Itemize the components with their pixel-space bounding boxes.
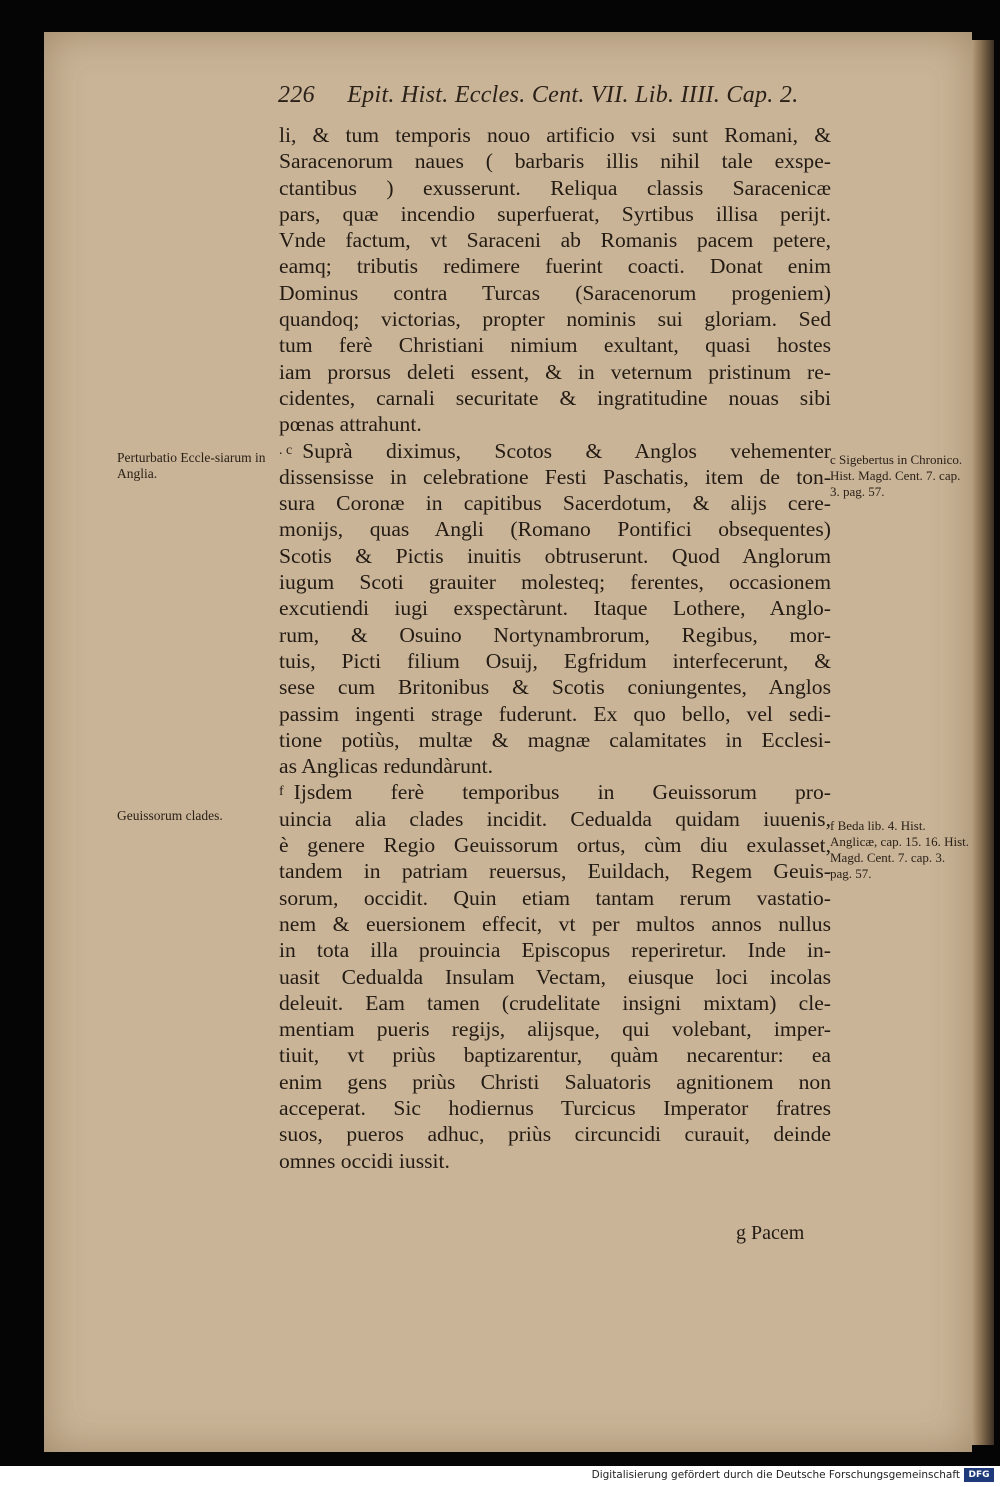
text-line: tuis, Picti filium Osuij, Egfridum interfecerunt, & <box>279 648 831 673</box>
text-line: Vnde factum, vt Saraceni ab Romanis pacem petere, <box>279 228 831 253</box>
text-line: mentiam pueris regijs, alijsque, qui volebant, imper- <box>279 1017 831 1042</box>
text-line: suos, pueros adhuc, priùs circuncidi curauit, deinde <box>279 1122 831 1147</box>
text-line: Scotis & Pictis inuitis obtruserunt. Quod Anglorum <box>279 543 831 568</box>
text-line: pœnas attrahunt. <box>279 412 422 437</box>
text-line: ctantibus ) exusserunt. Reliqua classis Saracenicæ <box>279 175 831 200</box>
catchword: g Pacem <box>736 1222 805 1244</box>
running-head-title: Epit. Hist. Eccles. Cent. VII. Lib. IIII. Cap. 2. <box>347 82 799 108</box>
text-line: tum ferè Christiani nimium exultant, quasi hostes <box>279 333 831 358</box>
text-line: li, & tum temporis nouo artificio vsi sunt Romani, & <box>279 123 831 147</box>
page-edge <box>972 40 994 1445</box>
text-line: enim gens priùs Christi Saluatoris agnitionem non <box>279 1069 831 1094</box>
text-line: tiuit, vt priùs baptizarentur, quàm necarentur: ea <box>279 1043 831 1068</box>
note-mark-f: f <box>279 784 284 800</box>
text-line: è genere Regio Geuissorum ortus, cùm diu exulasset, <box>279 833 831 858</box>
text-line: pars, quæ incendio superfuerat, Syrtibus illisa perijt. <box>279 201 831 226</box>
dfg-logo-icon: DFG <box>964 1468 994 1482</box>
text-line-with-mark <box>279 438 831 464</box>
text-line-with-mark <box>279 779 831 805</box>
text-line: quandoq; victorias, propter nominis sui gloriam. Sed <box>279 307 831 332</box>
text-line: Ijsdem ferè temporibus in Geuissorum pro- <box>293 780 831 805</box>
note-mark-c: . c <box>279 442 293 458</box>
text-line: dissensisse in celebratione Festi Paschatis, item de ton- <box>279 464 831 489</box>
page-number: 226 <box>278 82 315 108</box>
text-line: acceperat. Sic hodiernus Turcicus Imperator fratres <box>279 1095 831 1120</box>
text-line: nem & euersionem effecit, vt per multos annos nullus <box>279 911 831 936</box>
marginal-note-geuissorum-clades: Geuissorum clades. <box>117 808 223 823</box>
running-head <box>278 82 818 109</box>
text-line: sura Coronæ in capitibus Sacerdotum, & alijs cere- <box>279 491 831 516</box>
marginal-note-perturbatio: Perturbatio Eccle-siarum in Anglia. <box>117 450 266 481</box>
text-line: Dominus contra Turcas (Saracenorum progeniem) <box>279 280 831 305</box>
text-line: omnes occidi iussit. <box>279 1148 450 1173</box>
text-line: iugum Scoti grauiter molesteq; ferentes, occasionem <box>279 570 831 595</box>
text-line: rum, & Osuino Nortynambrorum, Regibus, mor- <box>279 622 831 647</box>
text-line: sorum, occidit. Quin etiam tantam rerum vastatio- <box>279 885 831 910</box>
marginal-note-f: f Beda lib. 4. Hist. Anglicæ, cap. 15. 16. Hist. Magd. Cent. 7. cap. 3. pag. 57. <box>830 818 970 881</box>
text-line: sese cum Britonibus & Scotis coniungentes, Anglos <box>279 675 831 700</box>
text-line: cidentes, carnali securitate & ingratitudine nouas sibi <box>279 385 831 410</box>
text-line: tandem in patriam reuersus, Euildach, Regem Geuis- <box>279 859 831 884</box>
text-line: eamq; tributis redimere fuerint coacti. Donat enim <box>279 254 831 279</box>
text-line: iam prorsus deleti essent, & in veternum pristinum re- <box>279 359 831 384</box>
text-line: Suprà diximus, Scotos & Anglos vehementer <box>302 438 831 463</box>
text-line: excutiendi iugi exspectàrunt. Itaque Lothere, Anglo- <box>279 596 831 621</box>
main-text-column <box>279 122 831 1174</box>
text-line: Saracenorum naues ( barbaris illis nihil tale exspe- <box>279 149 831 174</box>
text-line: deleuit. Eam tamen (crudelitate insigni mixtam) cle- <box>279 990 831 1015</box>
text-line: tione potiùs, multæ & magnæ calamitates in Ecclesi- <box>279 727 831 752</box>
text-line: as Anglicas redundàrunt. <box>279 754 494 779</box>
text-line: passim ingenti strage fuderunt. Ex quo bello, vel sedi- <box>279 701 831 726</box>
text-line: monijs, quas Angli (Romano Pontifici obsequentes) <box>279 517 831 542</box>
text-line: in tota illa prouincia Episcopus reperiretur. Inde in- <box>279 938 831 963</box>
footer-credit: Digitalisierung gefördert durch die Deutsche Forschungsgemeinschaft <box>591 1469 960 1481</box>
text-line: uasit Cedualda Insulam Vectam, eiusque loci incolas <box>279 964 831 989</box>
text-line: uincia alia clades incidit. Cedualda quidam iuuenis, <box>279 806 831 831</box>
marginal-note-c: c Sigebertus in Chronico. Hist. Magd. Cent. 7. cap. 3. pag. 57. <box>830 452 963 499</box>
